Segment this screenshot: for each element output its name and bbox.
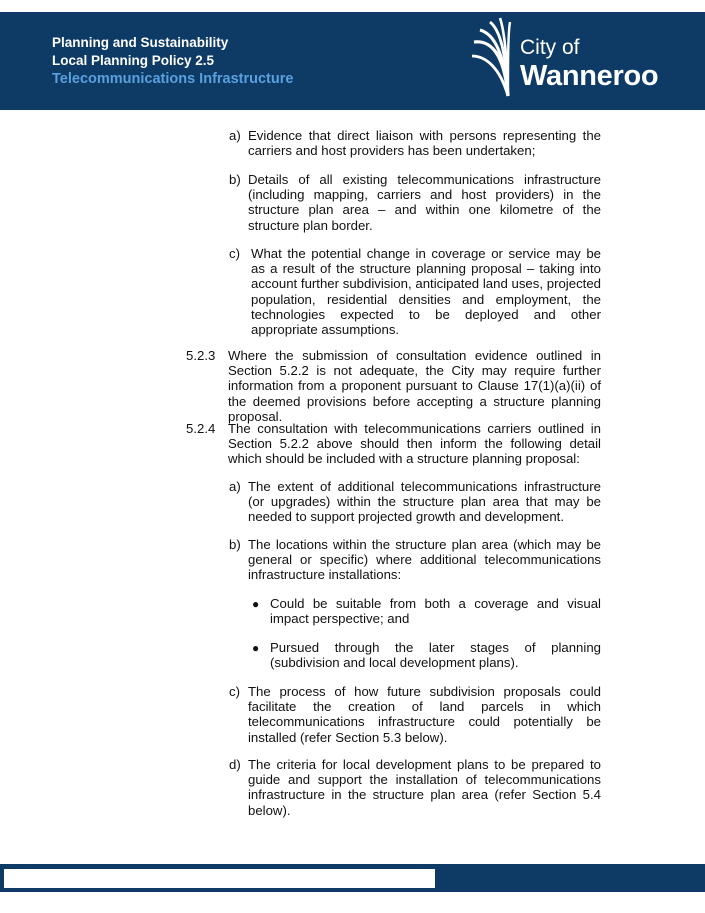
list-item-text: What the potential change in coverage or service may be as a result of the structure planning proposal – taking into account further subdivision, anticipated land uses, projected population, residential densities and employment, the technologies expected to be deployed and other appropriate assumptions. bbox=[251, 246, 601, 338]
footer-white-strip bbox=[4, 869, 435, 888]
list-item-text: The locations within the structure plan area (which may be general or specific) where additional telecommunications infrastructure installations: bbox=[248, 537, 601, 583]
list-item-text: Evidence that direct liaison with persons representing the carriers and host providers has been undertaken; bbox=[248, 128, 601, 159]
bullet-text: Could be suitable from both a coverage and visual impact perspective; and bbox=[270, 596, 601, 627]
list-item-text: The extent of additional telecommunications infrastructure (or upgrades) within the structure plan area that may be needed to support projected growth and development. bbox=[248, 479, 601, 525]
policy-title: Telecommunications Infrastructure bbox=[52, 71, 294, 87]
list-item-text: Details of all existing telecommunications infrastructure (including mapping, carriers and host providers) in the structure plan area – and within one kilometre of the structure plan border. bbox=[248, 172, 601, 233]
list-marker: a) bbox=[229, 128, 241, 143]
list-marker: b) bbox=[229, 537, 241, 552]
city-of-wanneroo-logo bbox=[470, 16, 680, 106]
page-header bbox=[0, 12, 705, 110]
section-text: The consultation with telecommunications carriers outlined in Section 5.2.2 above should then inform the following detail which should be included with a structure planning proposal: bbox=[228, 421, 601, 467]
list-marker: a) bbox=[229, 479, 241, 494]
list-item-text: The process of how future subdivision proposals could facilitate the creation of land parcels in which telecommunications infrastructure could potentially be installed (refer Section 5.3 below). bbox=[248, 684, 601, 745]
logo-name-text: Wanneroo bbox=[520, 60, 659, 92]
section-text: Where the submission of consultation evidence outlined in Section 5.2.2 is not adequate, the City may require further information from a proponent pursuant to Clause 17(1)(a)(ii) of the deemed provisions before accepting a structure planning proposal. bbox=[228, 348, 601, 424]
logo-emblem-icon bbox=[470, 16, 526, 98]
list-marker: c) bbox=[229, 684, 240, 699]
section-number: 5.2.3 bbox=[186, 348, 216, 363]
list-marker: b) bbox=[229, 172, 241, 187]
department-name: Planning and Sustainability bbox=[52, 35, 229, 50]
bullet-icon: ● bbox=[252, 641, 260, 655]
header-titles bbox=[52, 34, 293, 88]
list-item-text: The criteria for local development plans to be prepared to guide and support the installation of telecommunications infrastructure in the structure plan area (refer Section 5.4 below). bbox=[248, 757, 601, 818]
policy-number: Local Planning Policy 2.5 bbox=[52, 53, 215, 68]
bullet-text: Pursued through the later stages of planning (subdivision and local development plans). bbox=[270, 640, 601, 671]
list-marker: d) bbox=[229, 757, 241, 772]
list-marker: c) bbox=[229, 246, 240, 261]
logo-city-text: City of bbox=[520, 36, 580, 59]
section-number: 5.2.4 bbox=[186, 421, 216, 436]
bullet-icon: ● bbox=[252, 597, 260, 611]
